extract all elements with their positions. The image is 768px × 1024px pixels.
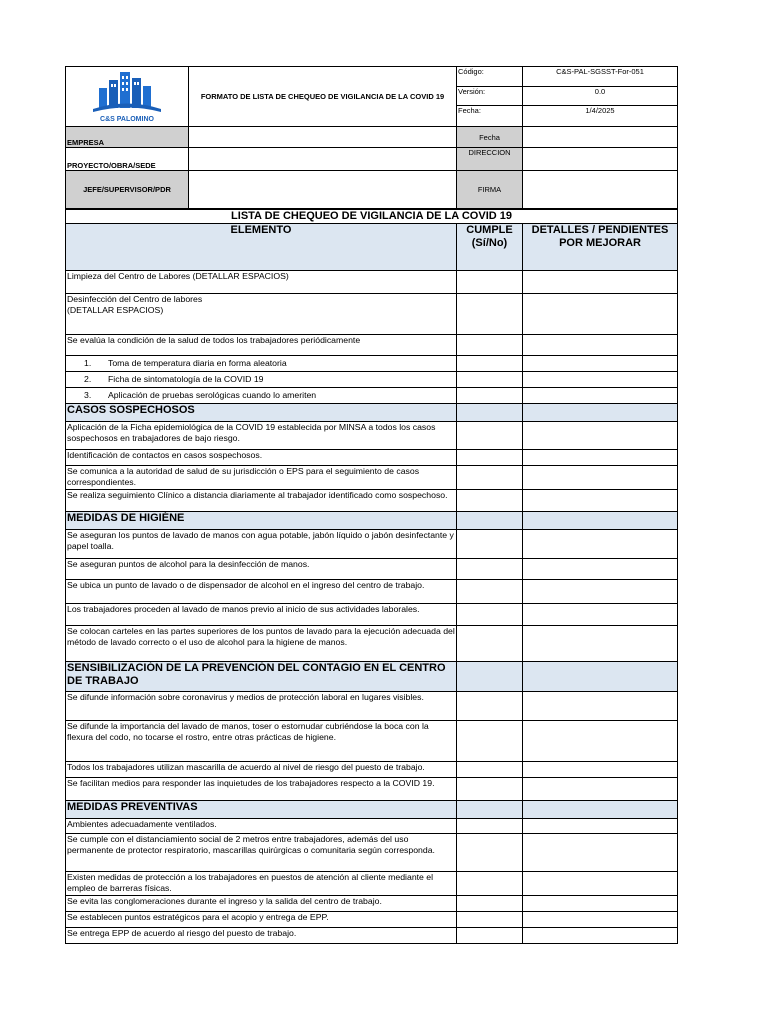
cumple-cell[interactable] [457, 762, 523, 778]
detalles-cell[interactable] [523, 388, 678, 404]
section-blank-cell [457, 801, 523, 819]
checklist-row [66, 335, 678, 356]
detalles-cell[interactable] [523, 928, 678, 944]
detalles-cell[interactable] [523, 692, 678, 721]
section-blank-cell [457, 662, 523, 692]
fecha-field[interactable] [523, 127, 678, 148]
detalles-cell[interactable] [523, 422, 678, 450]
col-cumple-header: CUMPLE (Sí/No) [457, 224, 523, 271]
checklist-item-text: Existen medidas de protección a los trabajadores en puestos de atención al cliente mediante el empleo de barreras físicas. [66, 872, 457, 896]
section-blank-cell [523, 404, 678, 422]
checklist-item-text: Se ubica un punto de lavado o de dispensador de alcohol en el ingreso del centro de trabajo. [66, 580, 457, 604]
checklist-item-text: Se colocan carteles en las partes superiores de los puntos de lavado para la ejecución adecuada del método de lavado correcto o el uso de alcohol para la higiene de manos. [66, 626, 457, 662]
checklist-row [66, 912, 678, 928]
detalles-cell[interactable] [523, 356, 678, 372]
cumple-cell[interactable] [457, 721, 523, 762]
checklist-row [66, 294, 678, 335]
checklist-subitem-row [66, 356, 678, 372]
cumple-cell[interactable] [457, 692, 523, 721]
checklist-item-text: Se evita las conglomeraciones durante el ingreso y la salida del centro de trabajo. [66, 896, 457, 912]
checklist-subitem [66, 372, 457, 388]
checklist-subitem-row [66, 372, 678, 388]
company-logo [66, 67, 189, 127]
checklist-item-text: Se realiza seguimiento Clínico a distancia diariamente al trabajador identificado como sospechoso. [66, 490, 457, 512]
proyecto-field[interactable] [189, 148, 457, 171]
section-blank-cell [523, 512, 678, 530]
checklist-subitem-row [66, 388, 678, 404]
firma-label: FIRMA [457, 171, 523, 209]
checklist-subitem [66, 356, 457, 372]
detalles-cell[interactable] [523, 896, 678, 912]
document-title: FORMATO DE LISTA DE CHEQUEO DE VIGILANCIA DE LA COVID 19 [189, 67, 457, 127]
section-header-row [66, 801, 678, 819]
checklist-row [66, 762, 678, 778]
checklist-row [66, 271, 678, 294]
checklist-row [66, 422, 678, 450]
checklist-row [66, 450, 678, 466]
codigo-label: Código: [457, 67, 523, 87]
cumple-cell[interactable] [457, 912, 523, 928]
section-header-row [66, 662, 678, 692]
jefe-label: JEFE/SUPERVISOR/PDR [66, 171, 189, 209]
subitem-text: Ficha de sintomatología de la COVID 19 [108, 374, 264, 384]
cumple-cell[interactable] [457, 294, 523, 335]
subitem-text: Aplicación de pruebas serológicas cuando lo ameriten [108, 390, 317, 400]
cumple-cell[interactable] [457, 388, 523, 404]
cumple-cell[interactable] [457, 580, 523, 604]
form-header [65, 66, 678, 209]
checklist-row [66, 626, 678, 662]
cumple-cell[interactable] [457, 834, 523, 872]
cumple-cell[interactable] [457, 372, 523, 388]
checklist-item-text: Se difunde la importancia del lavado de manos, toser o estornudar cubriéndose la boca con la flexura del codo, no tocarse el rostro, entre otras prácticas de higiene. [66, 721, 457, 762]
detalles-cell[interactable] [523, 372, 678, 388]
checklist-row [66, 778, 678, 801]
cumple-cell[interactable] [457, 530, 523, 559]
proyecto-label: PROYECTO/OBRA/SEDE [66, 148, 189, 171]
cumple-cell[interactable] [457, 559, 523, 580]
detalles-cell[interactable] [523, 834, 678, 872]
logo-text: C&S PALOMINO [100, 115, 154, 123]
detalles-cell[interactable] [523, 872, 678, 896]
checklist-row [66, 580, 678, 604]
checklist-item-text: Limpieza del Centro de Labores (DETALLAR ESPACIOS) [66, 271, 457, 294]
cumple-cell[interactable] [457, 626, 523, 662]
subitem-text: Toma de temperatura diaria en forma aleatoria [108, 358, 287, 368]
checklist-row [66, 466, 678, 490]
codigo-value: C&S-PAL-SGSST-For-051 [523, 67, 678, 87]
section-blank-cell [457, 404, 523, 422]
checklist-item-text: Se difunde información sobre coronavirus y medios de protección laboral en lugares visibles. [66, 692, 457, 721]
checklist-row [66, 819, 678, 834]
checklist-item-text: Se aseguran puntos de alcohol para la desinfección de manos. [66, 559, 457, 580]
col-elemento-header: ELEMENTO [66, 224, 457, 271]
checklist-form [65, 66, 677, 944]
checklist-row [66, 604, 678, 626]
checklist-title: LISTA DE CHEQUEO DE VIGILANCIA DE LA COVID 19 [66, 210, 678, 224]
cumple-cell[interactable] [457, 490, 523, 512]
detalles-cell[interactable] [523, 294, 678, 335]
cumple-cell[interactable] [457, 819, 523, 834]
detalles-cell[interactable] [523, 721, 678, 762]
checklist-row [66, 692, 678, 721]
empresa-field[interactable] [189, 127, 457, 148]
checklist-item-text: Se evalúa la condición de la salud de todos los trabajadores periódicamente [66, 335, 457, 356]
detalles-cell[interactable] [523, 580, 678, 604]
checklist-table [65, 209, 678, 944]
checklist-item-text: Se comunica a la autoridad de salud de su jurisdicción o EPS para el seguimiento de casos correspondientes. [66, 466, 457, 490]
direccion-field[interactable] [523, 148, 678, 171]
cumple-cell[interactable] [457, 450, 523, 466]
detalles-cell[interactable] [523, 912, 678, 928]
detalles-cell[interactable] [523, 778, 678, 801]
checklist-item-text: Aplicación de la Ficha epidemiológica de la COVID 19 establecida por MINSA a todos los casos sospechosos en trabajadores de bajo riesgo. [66, 422, 457, 450]
checklist-row [66, 490, 678, 512]
detalles-cell[interactable] [523, 762, 678, 778]
detalles-cell[interactable] [523, 490, 678, 512]
checklist-item-text: Se entrega EPP de acuerdo al riesgo del puesto de trabajo. [66, 928, 457, 944]
subitem-number: 2. [84, 374, 92, 384]
checklist-row [66, 834, 678, 872]
subitem-number: 1. [84, 358, 92, 368]
detalles-cell[interactable] [523, 819, 678, 834]
fecha-label: Fecha: [457, 106, 523, 127]
checklist-row [66, 530, 678, 559]
section-title: MEDIDAS DE HIGIÉNE [66, 512, 457, 530]
cumple-cell[interactable] [457, 422, 523, 450]
col-detalles-header: DETALLES / PENDIENTES POR MEJORAR [523, 224, 678, 271]
empresa-label: EMPRESA [66, 127, 189, 148]
section-blank-cell [457, 512, 523, 530]
checklist-subitem [66, 388, 457, 404]
checklist-row [66, 721, 678, 762]
detalles-cell[interactable] [523, 559, 678, 580]
fecha2-label: Fecha [457, 127, 523, 148]
section-header-row [66, 512, 678, 530]
checklist-item-text: Se establecen puntos estratégicos para el acopio y entrega de EPP. [66, 912, 457, 928]
checklist-item-text: Ambientes adecuadamente ventilados. [66, 819, 457, 834]
checklist-row [66, 559, 678, 580]
checklist-item-text: Se cumple con el distanciamiento social de 2 metros entre trabajadores, además del uso permanente de protector respiratorio, mascarillas quirúrgicas o comunitaria según corresponda. [66, 834, 457, 872]
checklist-row [66, 928, 678, 944]
detalles-cell[interactable] [523, 626, 678, 662]
version-value: 0.0 [523, 87, 678, 106]
version-label: Versión: [457, 87, 523, 106]
checklist-item-text: Se aseguran los puntos de lavado de manos con agua potable, jabón líquido o jabón desinfectante y papel toalla. [66, 530, 457, 559]
subitem-number: 3. [84, 390, 92, 400]
section-title: MEDIDAS PREVENTIVAS [66, 801, 457, 819]
cumple-cell[interactable] [457, 872, 523, 896]
checklist-row [66, 872, 678, 896]
section-blank-cell [523, 662, 678, 692]
firma-field[interactable] [523, 171, 678, 209]
building-logo-icon [89, 68, 165, 124]
checklist-item-text: Todos los trabajadores utilizan mascarilla de acuerdo al nivel de riesgo del puesto de trabajo. [66, 762, 457, 778]
detalles-cell[interactable] [523, 335, 678, 356]
fecha-value: 1/4/2025 [523, 106, 678, 127]
cumple-cell[interactable] [457, 928, 523, 944]
detalles-cell[interactable] [523, 466, 678, 490]
detalles-cell[interactable] [523, 450, 678, 466]
detalles-cell[interactable] [523, 530, 678, 559]
checklist-item-text: Se facilitan medios para responder las inquietudes de los trabajadores respecto a la COVID 19. [66, 778, 457, 801]
detalles-cell[interactable] [523, 604, 678, 626]
direccion-label: DIRECCION [457, 148, 523, 171]
checklist-item-text: Los trabajadores proceden al lavado de manos previo al inicio de sus actividades laborales. [66, 604, 457, 626]
cumple-cell[interactable] [457, 335, 523, 356]
jefe-field[interactable] [189, 171, 457, 209]
section-header-row [66, 404, 678, 422]
cumple-cell[interactable] [457, 896, 523, 912]
checklist-item-text: Identificación de contactos en casos sospechosos. [66, 450, 457, 466]
checklist-row [66, 896, 678, 912]
cumple-cell[interactable] [457, 778, 523, 801]
checklist-item-text: Desinfección del Centro de labores (DETALLAR ESPACIOS) [66, 294, 457, 335]
section-blank-cell [523, 801, 678, 819]
cumple-cell[interactable] [457, 466, 523, 490]
detalles-cell[interactable] [523, 271, 678, 294]
cumple-cell[interactable] [457, 604, 523, 626]
section-title: SENSIBILIZACIÓN DE LA PREVENCIÓN DEL CONTAGIO EN EL CENTRO DE TRABAJO [66, 662, 457, 692]
cumple-cell[interactable] [457, 271, 523, 294]
section-title: CASOS SOSPECHOSOS [66, 404, 457, 422]
cumple-cell[interactable] [457, 356, 523, 372]
